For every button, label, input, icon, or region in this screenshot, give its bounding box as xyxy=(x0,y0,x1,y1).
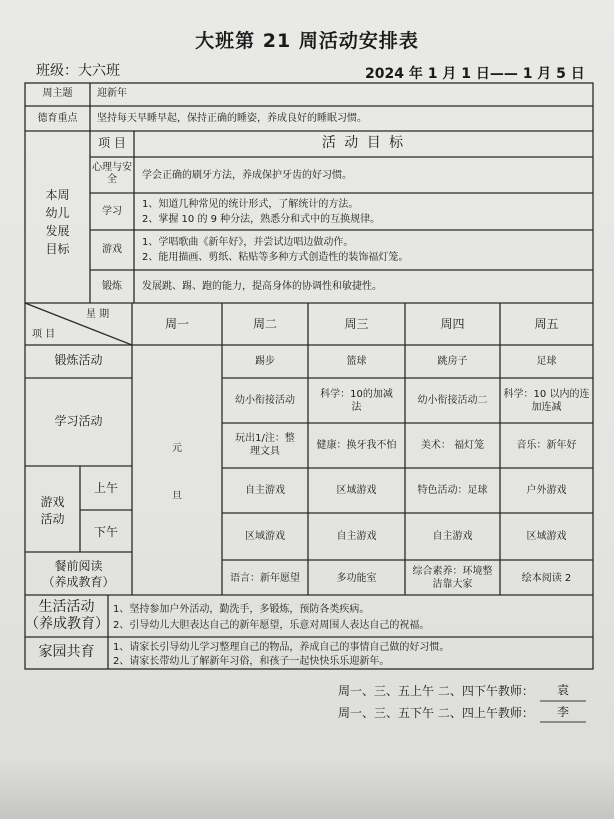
schedule-cell: 篮球 xyxy=(346,356,367,367)
life-label-line: 生活活动 xyxy=(38,599,95,615)
schedule-cell: 特色活动：足球 xyxy=(417,485,488,496)
goal-row-text: 学会正确的刷牙方法，养成保护牙齿的好习惯。 xyxy=(142,170,352,181)
life-line: 1、坚持参加户外活动，勤洗手，多锻炼，预防各类疾病。 xyxy=(113,604,370,615)
schedule-cell: 自主游戏 xyxy=(432,531,473,542)
corner-weekday-label: 星 期 xyxy=(86,309,110,320)
home-line: 2、请家长带幼儿了解新年习俗，和孩子一起快快乐乐迎新年。 xyxy=(113,656,390,667)
goals-side-label-line: 发展 xyxy=(45,224,70,238)
schedule-cell: 玩出1/注：整理文具 xyxy=(235,433,295,457)
goal-row-label: 心理与安全 xyxy=(92,162,132,185)
day-header: 周四 xyxy=(440,317,465,331)
schedule-cell: 健康：换牙我不怕 xyxy=(316,440,397,451)
class-label: 班级：大六班 xyxy=(36,63,120,79)
theme-value: 迎新年 xyxy=(97,88,127,99)
signature-name-2: 李 xyxy=(556,705,569,719)
schedule-cell: 绘本阅读 2 xyxy=(521,573,572,584)
goal-line: 1、知道几种常见的统计形式，了解统计的方法。 xyxy=(142,199,359,210)
day-header: 周一 xyxy=(164,317,189,331)
goals-col-item: 项 目 xyxy=(98,136,126,150)
schedule-cell: 科学：10的加减法 xyxy=(320,389,393,413)
schedule-cell: 区域游戏 xyxy=(526,531,567,542)
holiday-mark: 旦 xyxy=(172,491,182,502)
goals-side-label-line: 目标 xyxy=(45,242,70,256)
pm-label: 下午 xyxy=(93,525,118,539)
goal-row-label: 学习 xyxy=(102,206,122,217)
schedule-cell: 幼小衔接活动二 xyxy=(417,395,488,406)
home-line: 1、请家长引导幼儿学习整理自己的物品，养成自己的事情自己做的好习惯。 xyxy=(113,642,450,653)
schedule-cell: 语言：新年愿望 xyxy=(230,573,300,584)
life-label-line: （养成教育） xyxy=(25,616,109,632)
date-range: 2024 年 1 月 1 日—— 1 月 5 日 xyxy=(365,66,585,82)
schedule-cell: 户外游戏 xyxy=(526,485,567,496)
game-label xyxy=(25,494,80,528)
life-line: 2、引导幼儿大胆表达自己的新年愿望，乐意对周围人表达自己的祝福。 xyxy=(113,620,430,631)
home-label: 家园共育 xyxy=(38,644,95,660)
theme-label: 周主题 xyxy=(42,88,73,99)
day-header: 周五 xyxy=(534,317,559,331)
signature-line-2: 周一、三、五下午 二、四上午教师： xyxy=(338,706,534,720)
schedule-cell: 足球 xyxy=(536,356,557,367)
goals-side-label-line: 幼儿 xyxy=(45,206,70,220)
schedule-cell: 多功能室 xyxy=(336,573,377,584)
moral-value: 坚持每天早睡早起，保持正确的睡姿，养成良好的睡眠习惯。 xyxy=(97,113,367,124)
day-header: 周二 xyxy=(252,317,277,331)
home-text xyxy=(113,641,591,669)
am-label: 上午 xyxy=(93,481,118,495)
moral-label: 德育重点 xyxy=(37,113,78,124)
page-title: 大班第 21 周活动安排表 xyxy=(195,30,419,52)
goals-col-goal: 活 动 目 标 xyxy=(321,135,406,151)
schedule-cell: 综合素养：环境整洁靠大家 xyxy=(412,566,493,590)
goals-side-label-line: 本周 xyxy=(45,188,70,202)
reading-label-line: （养成教育） xyxy=(42,575,115,589)
goal-row-label: 游戏 xyxy=(102,244,122,255)
signature-name-1: 袁 xyxy=(556,683,569,697)
goal-row-text xyxy=(142,235,587,265)
exercise-label: 锻炼活动 xyxy=(54,353,103,367)
game-label-line: 活动 xyxy=(40,512,65,526)
day-header: 周三 xyxy=(344,317,369,331)
corner-item-label: 项 目 xyxy=(32,329,56,340)
schedule-cell: 区域游戏 xyxy=(336,485,377,496)
goal-line: 2、掌握 10 的 9 种分法，熟悉分和式中的互换规律。 xyxy=(142,214,381,225)
reading-label-line: 餐前阅读 xyxy=(54,559,103,573)
reading-label xyxy=(25,558,132,590)
study-label: 学习活动 xyxy=(54,414,103,428)
goal-row-label: 锻炼 xyxy=(102,281,122,292)
goal-line: 1、学唱歌曲《新年好》，并尝试边唱边做动作。 xyxy=(142,237,354,248)
life-label xyxy=(25,599,108,633)
game-label-line: 游戏 xyxy=(40,495,65,509)
schedule-cell: 科学：10 以内的连加连减 xyxy=(503,389,590,413)
schedule-cell: 区域游戏 xyxy=(245,531,285,542)
goal-line: 2、能用描画、剪纸、粘贴等多种方式创造性的装饰福灯笼。 xyxy=(142,252,409,263)
schedule-cell: 踢步 xyxy=(255,356,275,367)
goal-row-text xyxy=(142,197,587,227)
goal-row-text: 发展跳、踢、跑的能力，提高身体的协调性和敏捷性。 xyxy=(142,281,382,292)
holiday-mark: 元 xyxy=(172,443,182,454)
schedule-cell: 幼小衔接活动 xyxy=(235,395,295,406)
schedule-cell: 跳房子 xyxy=(437,356,468,367)
schedule-cell: 自主游戏 xyxy=(336,531,377,542)
schedule-cell: 音乐：新年好 xyxy=(516,440,577,451)
schedule-cell: 美术： 福灯笼 xyxy=(420,440,485,451)
life-text xyxy=(113,602,591,634)
goals-side-label xyxy=(25,186,90,258)
signature-line-1: 周一、三、五上午 二、四下午教师： xyxy=(338,684,534,698)
schedule-cell: 自主游戏 xyxy=(245,485,285,496)
